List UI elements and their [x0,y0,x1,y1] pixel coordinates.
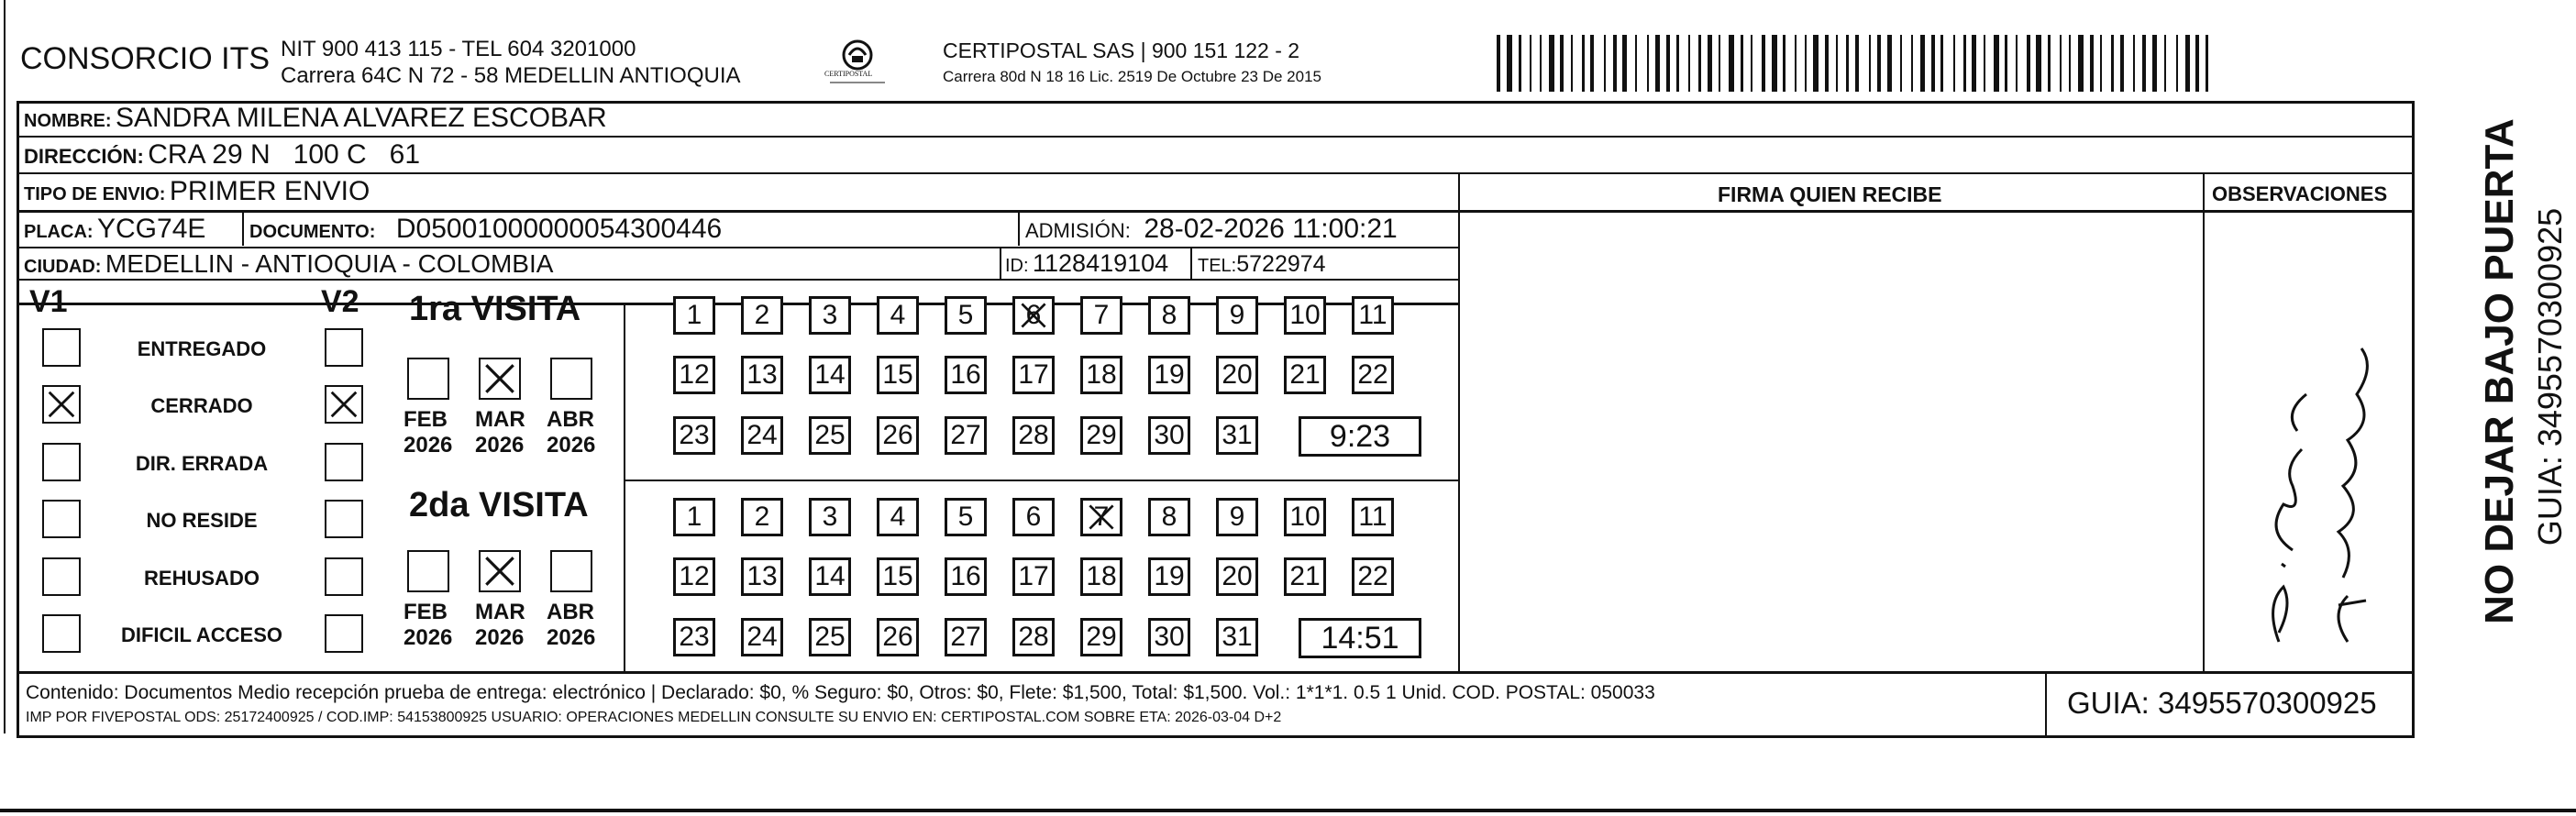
barcode-bar [1795,35,1797,92]
certipostal-logo [821,37,894,92]
document-value: D05001000000054300446 [395,214,723,244]
day-box[interactable]: 2 [741,296,783,335]
v1-checkbox[interactable] [42,328,81,367]
send-type-label: TIPO DE ENVIO: [24,184,166,204]
tel-field [1198,251,1326,278]
barcode-bar [1994,35,1999,92]
month-year: 2026 [547,433,596,458]
barcode-bar [2048,35,2051,92]
barcode-bar [1530,35,1531,92]
status-option-label: DIFICIL ACCESO [120,623,282,646]
barcode-bar [2027,35,2030,92]
barcode-bar [2164,35,2166,92]
day-box[interactable]: 28 [1012,618,1055,656]
month-checkbox[interactable] [550,550,592,592]
logo-text: CERTIPOSTAL [824,70,873,78]
day-box[interactable]: 21 [1284,557,1326,596]
day-box[interactable]: 11 [1352,498,1394,536]
day-box[interactable]: 22 [1352,557,1394,596]
day-box[interactable]: 20 [1216,356,1258,394]
barcode-bar [1931,35,1935,92]
barcode-bar [1647,35,1649,92]
day-box[interactable]: 2 [741,498,783,536]
v1-header: V1 [29,284,68,319]
day-box[interactable]: 5 [945,296,987,335]
month-checkbox[interactable] [407,550,449,592]
barcode-bar [1963,35,1966,92]
barcode-bar [1751,35,1752,92]
barcode-bar [2185,35,2190,92]
barcode-bar [1762,35,1765,92]
side-text [2417,118,2569,642]
footer-guia: GUIA: 3495570300925 [2067,686,2377,720]
day-box[interactable]: 20 [1216,557,1258,596]
barcode-bar [2111,35,2114,92]
day-box[interactable]: 13 [741,356,783,394]
barcode-bar [1519,35,1521,92]
barcode-bar [1507,35,1512,92]
month-checkbox[interactable] [407,358,449,400]
barcode-bar [1972,35,1976,92]
id-label: ID: [1005,256,1029,276]
barcode-bar [1887,35,1892,92]
barcode-bar [2152,35,2157,92]
barcode-bar [2176,35,2178,92]
day-box[interactable]: 15 [877,557,919,596]
barcode-bar [2069,35,2071,92]
name-label: NOMBRE: [24,111,112,131]
v2-checkbox[interactable] [325,328,363,367]
send-type: PRIMER ENVIO [169,176,370,206]
day-box[interactable]: 8 [1148,498,1190,536]
visit-time[interactable]: 14:51 [1299,618,1421,658]
day-box[interactable]: 12 [673,356,715,394]
plate-value: YCG74E [97,214,206,244]
day-box[interactable]: 3 [809,296,851,335]
barcode-bar [1805,35,1807,92]
barcode [1497,35,2230,92]
month-name: MAR [475,407,525,432]
barcode-bar [1590,35,1594,92]
v2-checkbox[interactable] [325,385,363,424]
month-year: 2026 [475,625,525,650]
signature-header: FIRMA QUIEN RECIBE [1718,182,1942,206]
visit2-title: 2da VISITA [409,486,589,524]
id-value: 1128419104 [1033,249,1169,277]
barcode-bar [2060,35,2062,92]
certipostal-address: Carrera 80d N 18 16 Lic. 2519 De Octubre 23 De 2015 [943,68,1321,85]
barcode-bar [2090,35,2094,92]
v1-checkbox[interactable] [42,500,81,538]
day-box[interactable]: 24 [741,618,783,656]
admission-field [1025,214,1398,245]
day-box[interactable]: 15 [877,356,919,394]
day-box[interactable]: 6 [1012,498,1055,536]
day-box[interactable]: 31 [1216,416,1258,455]
day-box[interactable]: 9 [1216,296,1258,335]
day-box[interactable]: 17 [1012,557,1055,596]
day-box[interactable]: 6 [1012,296,1055,335]
status-option-label: ENTREGADO [137,337,267,360]
day-box[interactable]: 28 [1012,416,1055,455]
barcode-bar [1708,35,1712,92]
day-box[interactable]: 27 [945,416,987,455]
barcode-bar [2100,35,2102,92]
day-box[interactable]: 5 [945,498,987,536]
day-box[interactable]: 19 [1148,557,1190,596]
day-box[interactable]: 26 [877,618,919,656]
city-label: CIUDAD: [24,257,102,277]
v2-checkbox[interactable] [325,443,363,481]
month-checkbox[interactable] [550,358,592,400]
month-year: 2026 [404,433,453,458]
barcode-bar [1655,35,1660,92]
barcode-bar [1741,35,1743,92]
month-name: ABR [547,600,594,624]
certipostal-info: CERTIPOSTAL SAS | 900 151 122 - 2 [943,39,1300,62]
observations-handwriting [2228,330,2403,660]
address-label: DIRECCIÓN: [24,145,144,168]
barcode-bar [1688,35,1690,92]
barcode-bar [1560,35,1564,92]
plate-label: PLACA: [24,222,94,242]
day-box[interactable]: 23 [673,618,715,656]
day-box[interactable]: 18 [1080,356,1122,394]
status-option-label: NO RESIDE [146,509,258,532]
day-box[interactable]: 16 [945,557,987,596]
day-box[interactable]: 11 [1352,296,1394,335]
barcode-bar [2005,35,2007,92]
barcode-bar [2016,35,2018,92]
barcode-bar [1813,35,1819,92]
visit-time[interactable]: 9:23 [1299,416,1421,457]
month-year: 2026 [547,625,596,650]
barcode-bar [1855,35,1859,92]
day-box[interactable]: 10 [1284,498,1326,536]
day-box[interactable]: 26 [877,416,919,455]
day-box[interactable]: 14 [809,356,851,394]
barcode-bar [1698,35,1701,92]
day-box[interactable]: 30 [1148,618,1190,656]
month-name: FEB [404,407,448,432]
v1-checkbox[interactable] [42,614,81,653]
recipient-name: SANDRA MILENA ALVAREZ ESCOBAR [116,103,607,133]
month-name: FEB [404,600,448,624]
company-name: CONSORCIO ITS [20,41,271,76]
barcode-bar [1920,35,1925,92]
day-box[interactable]: 29 [1080,416,1122,455]
visit1-title: 1ra VISITA [409,290,581,328]
day-box[interactable]: 13 [741,557,783,596]
barcode-bar [1877,35,1881,92]
day-box[interactable]: 7 [1080,296,1122,335]
tel-label: TEL: [1198,256,1237,276]
day-box[interactable]: 22 [1352,356,1394,394]
tel-value: 5722974 [1236,251,1326,277]
barcode-bar [1953,35,1955,92]
v1-checkbox[interactable] [42,443,81,481]
day-box[interactable]: 21 [1284,356,1326,394]
barcode-bar [1582,35,1585,92]
footer-content: Contenido: Documentos Medio recepción prueba de entrega: electrónico | Declarado: $0, % Seguro: $0, Otros: $0, Flete: $1,500, Total: $1,500. Vol.: 1*1*1. 0.5 1 Unid. COD. POSTAL: 050033 [26,682,1655,703]
no-leave-under-door: NO DEJAR BAJO PUERTA [2477,118,2522,624]
day-box[interactable]: 29 [1080,618,1122,656]
barcode-bar [1549,35,1554,92]
day-box[interactable]: 24 [741,416,783,455]
document-label: DOCUMENTO: [249,222,376,242]
day-box[interactable]: 31 [1216,618,1258,656]
admission-value: 28-02-2026 11:00:21 [1144,214,1398,244]
barcode-bar [1729,35,1734,92]
v2-checkbox[interactable] [325,500,363,538]
barcode-bar [1613,35,1617,92]
day-box[interactable]: 8 [1148,296,1190,335]
barcode-bar [2195,35,2199,92]
month-name: MAR [475,600,525,624]
company-nit: NIT 900 413 115 - TEL 604 3201000 [281,37,636,61]
barcode-bar [1540,35,1542,92]
barcode-bar [1783,35,1786,92]
document-field [249,214,722,245]
observations-header: OBSERVACIONES [2212,182,2388,205]
barcode-bar [2078,35,2084,92]
day-box[interactable]: 27 [945,618,987,656]
month-name: ABR [547,407,594,432]
status-option-label: REHUSADO [144,567,260,590]
city-field [24,249,553,279]
barcode-bar [1984,35,1985,92]
day-box[interactable]: 17 [1012,356,1055,394]
barcode-bar [2133,35,2135,92]
recipient-address: CRA 29 N 100 C 61 [148,139,421,170]
id-field [1005,249,1168,278]
barcode-bar [1846,35,1849,92]
footer-print-info: IMP POR FIVEPOSTAL ODS: 25172400925 / COD.IMP: 54153800925 USUARIO: OPERACIONES MEDELLIN CONSULTE SU ENVIO EN: CERTIPOSTAL.COM SOBRE ETA: 2026-03-04 D+2 [26,710,1282,725]
barcode-bar [2142,35,2146,92]
company-address: Carrera 64C N 72 - 58 MEDELLIN ANTIOQUIA [281,63,741,88]
send-type-row [24,176,370,207]
status-option-label: CERRADO [150,394,253,417]
day-box[interactable]: 23 [673,416,715,455]
barcode-bar [1635,35,1637,92]
month-year: 2026 [475,433,525,458]
barcode-bar [1900,35,1902,92]
day-box[interactable]: 19 [1148,356,1190,394]
admission-label: ADMISIÓN: [1025,219,1131,242]
barcode-bar [1911,35,1913,92]
barcode-bar [2036,35,2041,92]
day-box[interactable]: 3 [809,498,851,536]
v2-header: V2 [321,284,359,319]
day-box[interactable]: 9 [1216,498,1258,536]
day-box[interactable]: 4 [877,498,919,536]
barcode-bar [1772,35,1777,92]
barcode-bar [1676,35,1679,92]
day-box[interactable]: 25 [809,618,851,656]
plate-field [24,214,205,245]
barcode-bar [2120,35,2124,92]
barcode-bar [1571,35,1573,92]
barcode-bar [1622,35,1627,92]
v2-checkbox[interactable] [325,557,363,596]
month-checkbox[interactable] [479,358,521,400]
barcode-bar [1836,35,1838,92]
day-box[interactable]: 1 [673,296,715,335]
day-box[interactable]: 1 [673,498,715,536]
day-box[interactable]: 12 [673,557,715,596]
day-box[interactable]: 30 [1148,416,1190,455]
barcode-bar [1497,35,1500,92]
v1-checkbox[interactable] [42,557,81,596]
v2-checkbox[interactable] [325,614,363,653]
barcode-bar [1825,35,1829,92]
name-row [24,103,607,134]
barcode-bar [2206,35,2208,92]
day-box[interactable]: 4 [877,296,919,335]
city-value: MEDELLIN - ANTIOQUIA - COLOMBIA [105,249,554,278]
month-year: 2026 [404,625,453,650]
day-box[interactable]: 7 [1080,498,1122,536]
day-box[interactable]: 16 [945,356,987,394]
day-box[interactable]: 18 [1080,557,1122,596]
side-guia: GUIA: 3495570300925 [2531,207,2569,546]
barcode-bar [1940,35,1943,92]
address-row [24,139,420,171]
barcode-bar [1604,35,1606,92]
day-box[interactable]: 10 [1284,296,1326,335]
month-checkbox[interactable] [479,550,521,592]
barcode-bar [1719,35,1720,92]
day-box[interactable]: 14 [809,557,851,596]
barcode-bar [1869,35,1871,92]
v1-checkbox[interactable] [42,385,81,424]
day-box[interactable]: 25 [809,416,851,455]
barcode-bar [1666,35,1670,92]
status-option-label: DIR. ERRADA [135,452,269,475]
